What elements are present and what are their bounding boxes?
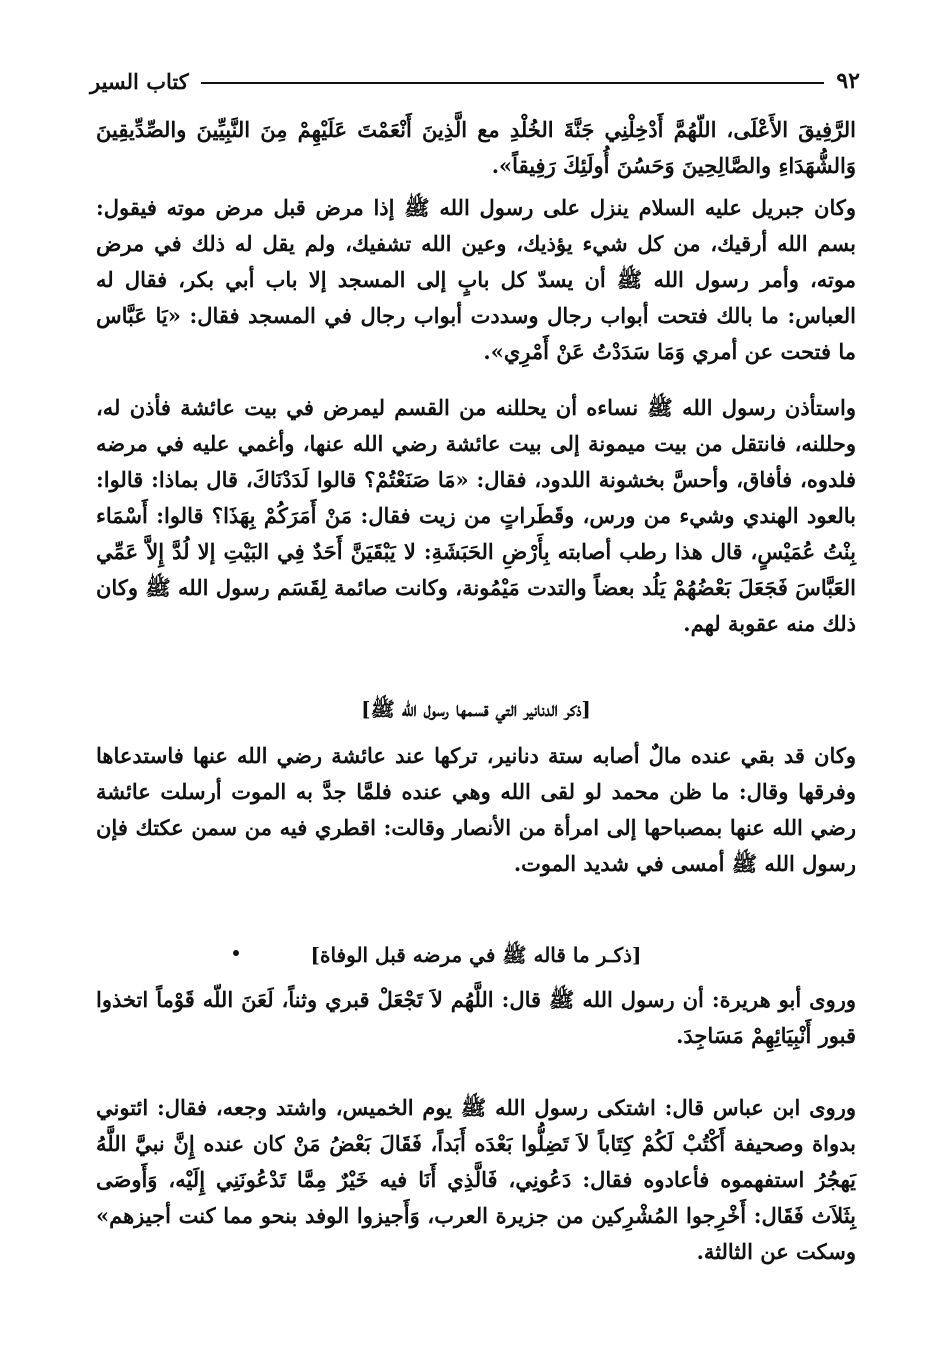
paragraph-3: واستأذن رسول الله ﷺ نساءه أن يحللنه من القسم ليمرض في بيت عائشة فأذن له، وحللنه، فانتقل من بيت ميمونة إلى بيت عائشة رضي الله عنها، وأغمي عليه في مرضه فلدوه، فأفاق، وأحسَّ بخشونة اللدود، فقال: «مَا صَنَعْتُمْ؟ قالوا لَدَدْنَاكَ، قال بماذا: قالوا: بالعود الهندي وشيء من ورس، وقَطَراتٍ من زيت فقال: مَنْ أَمَرَكُمْ بِهَذَا؟ قالوا: أَسْمَاء بِنْتُ عُمَيْسٍ، قال هذا رطب أصابته بِأَرْضِ الحَبَشَةِ: لا يَبْقَيَنَّ أَحَدٌ فِي البَيْتِ إلا لُدَّ إِلاَّ عَمِّي العَبَّاسَ فَجَعَلَ بَعْضُهُمْ يَلُد بعضاً والتدت مَيْمُونة، وكانت صائمة لِقَسَم رسول الله ﷺ وكان ذلك منه عقوبة لهم. bbox=[96, 395, 856, 636]
header-rule bbox=[201, 82, 825, 84]
paragraph-2: وكان جبريل عليه السلام ينزل على رسول الله ﷺ إذا مرض قبل مرض موته فيقول: بسم الله أرقيك، من كل شيء يؤذيك، وعين الله تشفيك، ولم يقل له ذلك في مرض موته، وأمر رسول الله ﷺ أن يسدّ كل بابٍ إلى المسجد إلا باب أبي بكر، فقال له العباس: ما بالك فتحت أبواب رجال وسددت أبواب رجال في المسجد فقال: «يَا عَبَّاس ما فتحت عن أمري وَمَا سَدَدْتُ عَنْ أَمْرِي». bbox=[96, 195, 856, 364]
running-header bbox=[90, 66, 860, 96]
book-title: كتاب السير bbox=[90, 68, 189, 94]
paragraph-5: وروى أبو هريرة: أن رسول الله ﷺ قال: اللَّهُم لاَ تَجْعَلْ قبري وثناً، لَعَنَ اللّه قَوْماً اتخذوا قبور أَنْبِيَائِهِمْ مَسَاجِدَ. bbox=[96, 987, 856, 1048]
paragraph-1: الرَّفِيقَ الأَعْلَى، اللّهُمَّ أَدْخِلْنِي جَنَّةَ الخُلْدِ مع الَّذِينَ أَنْعَمْتَ عَلَيْهِمْ مِنَ النَّبِيِّينَ والصِّدِّيقِينَ وَالشُّهَدَاءِ والصَّالِحِينَ وَحَسُنَ أُولَئِكَ رَفِيقاً». bbox=[96, 117, 856, 178]
section-heading-dinars: [ذكر الدنانير التي قسمها رسول الله ﷺ] bbox=[361, 697, 591, 721]
page-number: ٩٢ bbox=[836, 68, 860, 94]
section-heading-illness: [ذكـر ما قاله ﷺ في مرضه قبل الوفاة] bbox=[310, 943, 642, 967]
paragraph-4: وكان قد بقي عنده مالٌ أصابه ستة دنانير، تركها عند عائشة رضي الله عنها فاستدعاها وفرقها وقال: ما ظن محمد لو لقى الله وهي عنده فلمَّا جدَّ به الموت أرسلت عائشة رضي الله عنها بمصباحها إلى امرأة من الأنصار وقالت: اقطري فيه من سمن عكتك فإن رسول الله ﷺ أمسى في شديد الموت. bbox=[96, 743, 856, 876]
paragraph-6: وروى ابن عباس قال: اشتكى رسول الله ﷺ يوم الخميس، واشتد وجعه، فقال: ائتوني بدواة وصحيفة أَكْتُبْ لَكُمْ كِتَاباً لاَ تَضِلُّوا بَعْدَه أَبَداً، فَقَالَ بَعْضُ مَنْ كان عنده إِنَّ نبيَّ اللَّهُ يَهجُرُ استفهموه فأعادوه فقال: دَعُونِي، فَالَّذِي أَنَا فيه خَيْرٌ مِمَّا تَدْعُونَنِي إِلَيْه، وَأَوصَى بِثَلاَث فَقَال: أَخْرِجوا المُشْرِكين من جزيرة العرب، وَأَجيزوا الوفد بنحو مما كنت أجيزهم» وسكت عن الثالثة. bbox=[96, 1095, 856, 1264]
